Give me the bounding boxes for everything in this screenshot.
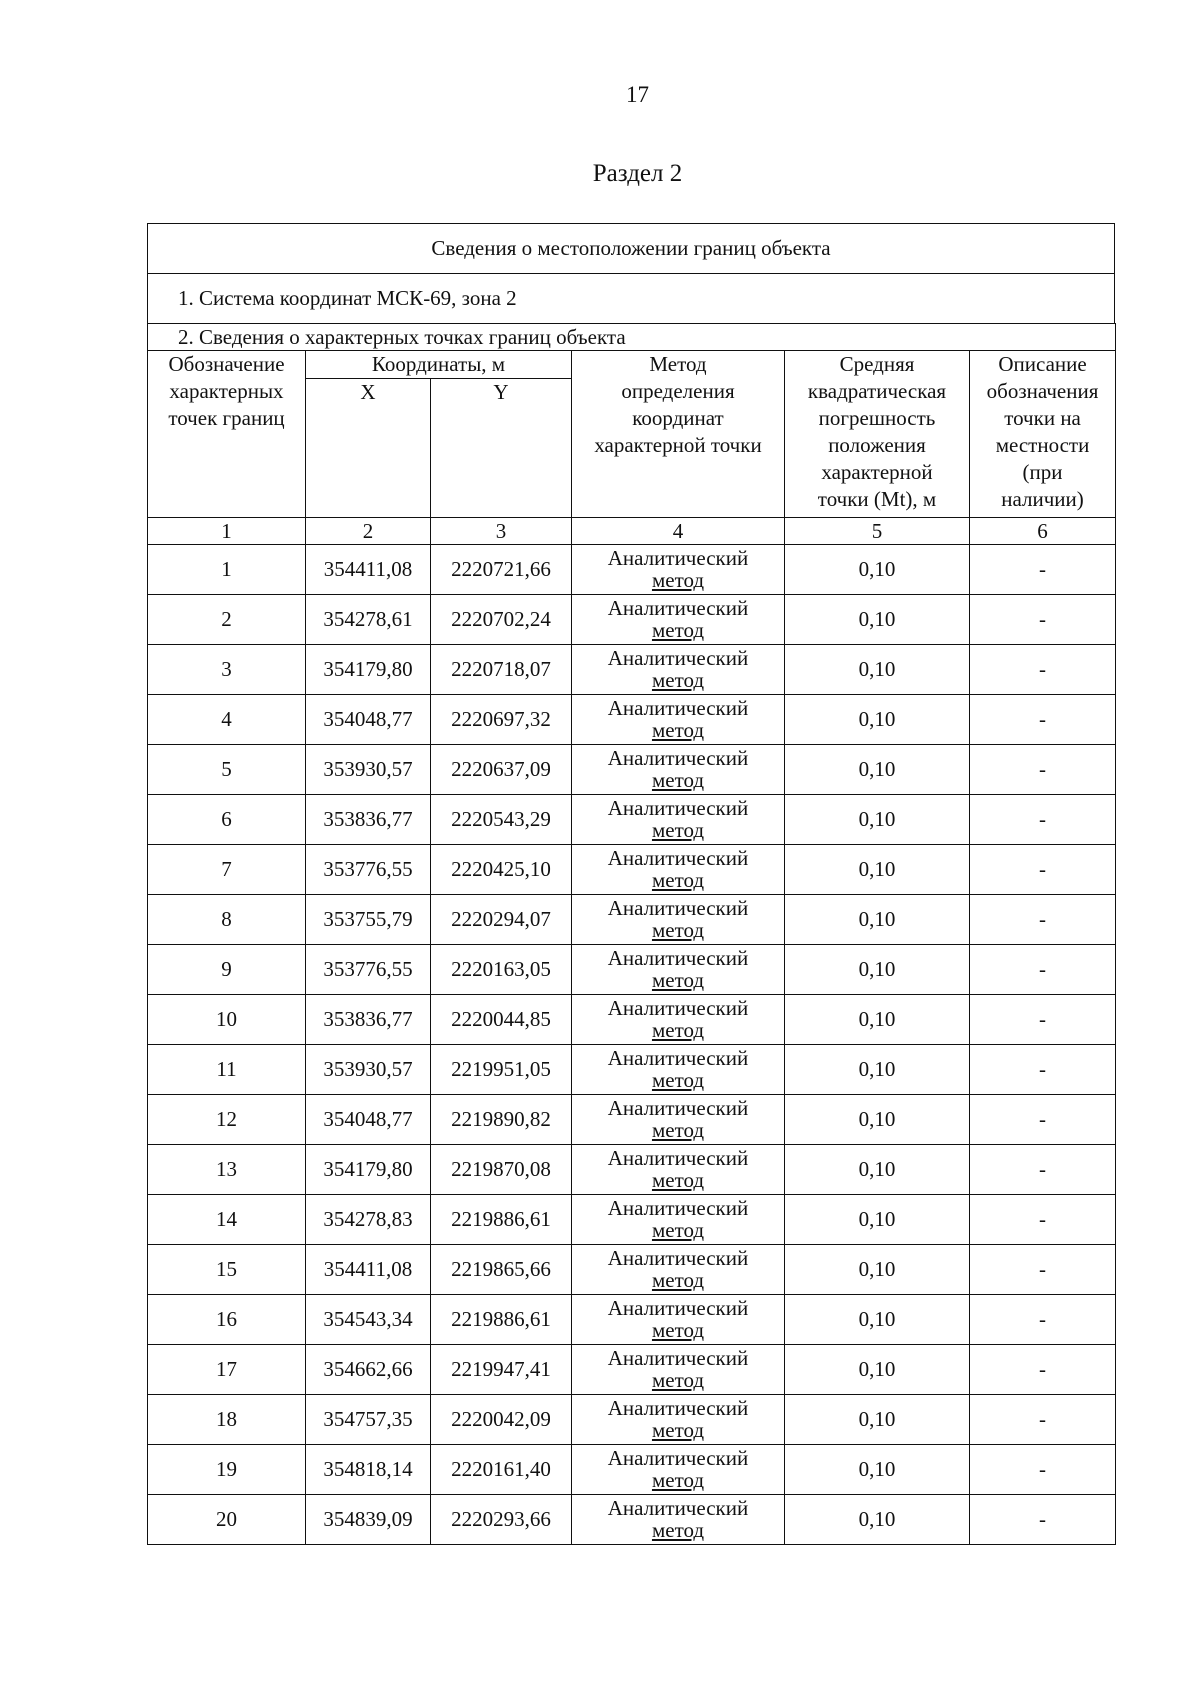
- coord-x: 354278,83: [306, 1194, 431, 1244]
- column-number: 4: [572, 517, 785, 544]
- coord-x: 354543,34: [306, 1294, 431, 1344]
- mean-square-error: 0,10: [785, 694, 970, 744]
- point-description: -: [970, 844, 1116, 894]
- point-number: 11: [148, 1044, 306, 1094]
- coord-y: 2220044,85: [431, 994, 572, 1044]
- mean-square-error: 0,10: [785, 544, 970, 594]
- point-description: -: [970, 1494, 1116, 1544]
- header-line: наличии): [1001, 486, 1084, 511]
- coord-x: 354818,14: [306, 1444, 431, 1494]
- column-number: 5: [785, 517, 970, 544]
- coord-y: 2220161,40: [431, 1444, 572, 1494]
- method: [572, 894, 785, 944]
- method: [572, 1094, 785, 1144]
- method: [572, 994, 785, 1044]
- method-line-2: метод: [651, 918, 705, 941]
- point-number: 4: [148, 694, 306, 744]
- header-line: обозначения: [986, 378, 1099, 403]
- mean-square-error: 0,10: [785, 1494, 970, 1544]
- header-mean-square-error: [785, 350, 970, 517]
- mean-square-error: 0,10: [785, 644, 970, 694]
- method: [572, 794, 785, 844]
- point-number: 18: [148, 1394, 306, 1444]
- method: [572, 1244, 785, 1294]
- method: [572, 594, 785, 644]
- coord-x: 354179,80: [306, 1144, 431, 1194]
- boundary-points-document: [147, 223, 1115, 1545]
- coord-x: 354411,08: [306, 1244, 431, 1294]
- method: [572, 544, 785, 594]
- coord-x: 353755,79: [306, 894, 431, 944]
- mean-square-error: 0,10: [785, 1144, 970, 1194]
- method-line-2: метод: [651, 718, 705, 741]
- table-row: [148, 694, 1116, 744]
- point-number: 17: [148, 1344, 306, 1394]
- method-line-2: метод: [651, 968, 705, 991]
- point-number: 9: [148, 944, 306, 994]
- method-line-1: Аналитический: [607, 1397, 749, 1420]
- method-line-1: Аналитический: [607, 1247, 749, 1270]
- table-row: [148, 1494, 1116, 1544]
- table-row: [148, 944, 1116, 994]
- method: [572, 944, 785, 994]
- method-line-2: метод: [651, 818, 705, 841]
- point-description: -: [970, 744, 1116, 794]
- coord-x: 353836,77: [306, 994, 431, 1044]
- coord-y: 2219870,08: [431, 1144, 572, 1194]
- point-description: -: [970, 1444, 1116, 1494]
- coord-x: 354048,77: [306, 694, 431, 744]
- method: [572, 1194, 785, 1244]
- point-description: -: [970, 794, 1116, 844]
- table-row: [148, 1294, 1116, 1344]
- method-line-2: метод: [651, 1318, 705, 1341]
- boundary-points-table: [147, 323, 1116, 1545]
- point-number: 13: [148, 1144, 306, 1194]
- point-description: -: [970, 1094, 1116, 1144]
- coord-y: 2219886,61: [431, 1194, 572, 1244]
- coord-x: 353776,55: [306, 844, 431, 894]
- point-number: 7: [148, 844, 306, 894]
- coord-y: 2219951,05: [431, 1044, 572, 1094]
- method-line-2: метод: [651, 1218, 705, 1241]
- header-line: характерных: [169, 378, 284, 403]
- table-row: [148, 1394, 1116, 1444]
- header-line: точки на: [1004, 405, 1081, 430]
- method: [572, 1444, 785, 1494]
- point-number: 2: [148, 594, 306, 644]
- coord-y: 2219947,41: [431, 1344, 572, 1394]
- header-line: Метод: [649, 351, 707, 376]
- method: [572, 844, 785, 894]
- method: [572, 1344, 785, 1394]
- point-description: -: [970, 644, 1116, 694]
- table-row: [148, 1344, 1116, 1394]
- coord-y: 2220163,05: [431, 944, 572, 994]
- coord-y: 2220702,24: [431, 594, 572, 644]
- point-number: 19: [148, 1444, 306, 1494]
- coord-y: 2220637,09: [431, 744, 572, 794]
- method-line-2: метод: [651, 1168, 705, 1191]
- method-line-1: Аналитический: [607, 1197, 749, 1220]
- coord-x: 354839,09: [306, 1494, 431, 1544]
- mean-square-error: 0,10: [785, 844, 970, 894]
- table-row: [148, 1094, 1116, 1144]
- coord-y: 2220697,32: [431, 694, 572, 744]
- point-number: 14: [148, 1194, 306, 1244]
- coord-y: 2219890,82: [431, 1094, 572, 1144]
- point-description: -: [970, 944, 1116, 994]
- method-line-1: Аналитический: [607, 1147, 749, 1170]
- point-number: 1: [148, 544, 306, 594]
- method-line-1: Аналитический: [607, 997, 749, 1020]
- header-description: [970, 350, 1116, 517]
- table-row: [148, 1444, 1116, 1494]
- header-line: местности: [995, 432, 1090, 457]
- table-row: [148, 994, 1116, 1044]
- method: [572, 1494, 785, 1544]
- table-header-box: [147, 223, 1115, 324]
- method-line-1: Аналитический: [607, 947, 749, 970]
- method: [572, 694, 785, 744]
- point-description: -: [970, 544, 1116, 594]
- coord-x: 353776,55: [306, 944, 431, 994]
- table-row: [148, 844, 1116, 894]
- method-line-1: Аналитический: [607, 747, 749, 770]
- point-description: -: [970, 1244, 1116, 1294]
- header-point-designation: [148, 350, 306, 517]
- point-number: 6: [148, 794, 306, 844]
- header-line: квадратическая: [807, 378, 947, 403]
- header-x: X: [306, 378, 431, 517]
- method: [572, 744, 785, 794]
- method: [572, 1294, 785, 1344]
- mean-square-error: 0,10: [785, 1094, 970, 1144]
- point-number: 12: [148, 1094, 306, 1144]
- coordinate-system: 1. Система координат МСК-69, зона 2: [178, 286, 517, 310]
- point-description: -: [970, 694, 1116, 744]
- method-line-1: Аналитический: [607, 1347, 749, 1370]
- method-line-2: метод: [651, 868, 705, 891]
- header-line: точки (Mt), м: [817, 486, 937, 511]
- point-description: -: [970, 1394, 1116, 1444]
- method-line-1: Аналитический: [607, 897, 749, 920]
- mean-square-error: 0,10: [785, 894, 970, 944]
- method-line-2: метод: [651, 1268, 705, 1291]
- header-line: (при: [1022, 459, 1063, 484]
- point-number: 20: [148, 1494, 306, 1544]
- coord-y: 2219865,66: [431, 1244, 572, 1294]
- mean-square-error: 0,10: [785, 994, 970, 1044]
- mean-square-error: 0,10: [785, 1194, 970, 1244]
- header-coordinates: Координаты, м: [306, 350, 572, 378]
- method-line-1: Аналитический: [607, 1297, 749, 1320]
- table-row: [148, 544, 1116, 594]
- coord-y: 2220294,07: [431, 894, 572, 944]
- coord-x: 354179,80: [306, 644, 431, 694]
- table-row: [148, 1044, 1116, 1094]
- header-line: характерной точки: [594, 432, 762, 457]
- mean-square-error: 0,10: [785, 1244, 970, 1294]
- point-description: -: [970, 1044, 1116, 1094]
- table-row: [148, 744, 1116, 794]
- method-line-1: Аналитический: [607, 597, 749, 620]
- point-number: 8: [148, 894, 306, 944]
- table-row: [148, 1244, 1116, 1294]
- point-number: 3: [148, 644, 306, 694]
- mean-square-error: 0,10: [785, 1294, 970, 1344]
- coord-x: 354662,66: [306, 1344, 431, 1394]
- method-line-2: метод: [651, 768, 705, 791]
- coord-x: 353930,57: [306, 744, 431, 794]
- section-title: Раздел 2: [592, 160, 683, 187]
- method: [572, 1144, 785, 1194]
- method-line-1: Аналитический: [607, 1097, 749, 1120]
- header-line: определения: [621, 378, 735, 403]
- mean-square-error: 0,10: [785, 1344, 970, 1394]
- header-line: точек границ: [168, 405, 285, 430]
- coord-y: 2220293,66: [431, 1494, 572, 1544]
- method-line-1: Аналитический: [607, 797, 749, 820]
- coord-x: 354411,08: [306, 544, 431, 594]
- point-number: 5: [148, 744, 306, 794]
- method-line-1: Аналитический: [607, 1447, 749, 1470]
- point-description: -: [970, 1144, 1116, 1194]
- table-subheading: 2. Сведения о характерных точках границ объекта: [148, 323, 1116, 350]
- column-number: 2: [306, 517, 431, 544]
- method-line-2: метод: [651, 1518, 705, 1541]
- method-line-1: Аналитический: [607, 847, 749, 870]
- mean-square-error: 0,10: [785, 944, 970, 994]
- coord-x: 354278,61: [306, 594, 431, 644]
- point-number: 16: [148, 1294, 306, 1344]
- mean-square-error: 0,10: [785, 1444, 970, 1494]
- coord-x: 354757,35: [306, 1394, 431, 1444]
- header-line: Обозначение: [168, 351, 285, 376]
- table-row: [148, 1144, 1116, 1194]
- table-row: [148, 894, 1116, 944]
- header-line: характерной: [821, 459, 933, 484]
- point-number: 15: [148, 1244, 306, 1294]
- header-line: положения: [828, 432, 926, 457]
- point-number: 10: [148, 994, 306, 1044]
- table-row: [148, 794, 1116, 844]
- method: [572, 644, 785, 694]
- method-line-2: метод: [651, 1468, 705, 1491]
- point-description: -: [970, 894, 1116, 944]
- mean-square-error: 0,10: [785, 594, 970, 644]
- method-line-2: метод: [651, 1118, 705, 1141]
- method-line-2: метод: [651, 1068, 705, 1091]
- method-line-1: Аналитический: [607, 647, 749, 670]
- table-row: [148, 1194, 1116, 1244]
- coord-y: 2220042,09: [431, 1394, 572, 1444]
- column-number: 6: [970, 517, 1116, 544]
- method-line-1: Аналитический: [607, 547, 749, 570]
- method-line-2: метод: [651, 1018, 705, 1041]
- coord-y: 2220543,29: [431, 794, 572, 844]
- coord-y: 2220425,10: [431, 844, 572, 894]
- header-line: Средняя: [839, 351, 915, 376]
- coord-y: 2220718,07: [431, 644, 572, 694]
- method-line-2: метод: [651, 1368, 705, 1391]
- coord-x: 353930,57: [306, 1044, 431, 1094]
- coord-x: 353836,77: [306, 794, 431, 844]
- header-line: координат: [632, 405, 724, 430]
- point-description: -: [970, 1294, 1116, 1344]
- point-description: -: [970, 594, 1116, 644]
- header-line: Описание: [998, 351, 1087, 376]
- table-row: [148, 644, 1116, 694]
- method-line-1: Аналитический: [607, 1047, 749, 1070]
- point-description: -: [970, 994, 1116, 1044]
- coord-y: 2220721,66: [431, 544, 572, 594]
- point-description: -: [970, 1194, 1116, 1244]
- header-method: [572, 350, 785, 517]
- method: [572, 1394, 785, 1444]
- header-y: Y: [431, 378, 572, 517]
- column-number: 1: [148, 517, 306, 544]
- mean-square-error: 0,10: [785, 794, 970, 844]
- point-description: -: [970, 1344, 1116, 1394]
- method-line-1: Аналитический: [607, 1497, 749, 1520]
- method-line-1: Аналитический: [607, 697, 749, 720]
- table-row: [148, 594, 1116, 644]
- coord-x: 354048,77: [306, 1094, 431, 1144]
- coord-y: 2219886,61: [431, 1294, 572, 1344]
- mean-square-error: 0,10: [785, 744, 970, 794]
- table-heading: Сведения о местоположении границ объекта: [148, 224, 1114, 274]
- method: [572, 1044, 785, 1094]
- page-number: 17: [626, 82, 649, 107]
- method-line-2: метод: [651, 568, 705, 591]
- mean-square-error: 0,10: [785, 1044, 970, 1094]
- header-line: погрешность: [818, 405, 936, 430]
- method-line-2: метод: [651, 618, 705, 641]
- column-number: 3: [431, 517, 572, 544]
- mean-square-error: 0,10: [785, 1394, 970, 1444]
- method-line-2: метод: [651, 668, 705, 691]
- method-line-2: метод: [651, 1418, 705, 1441]
